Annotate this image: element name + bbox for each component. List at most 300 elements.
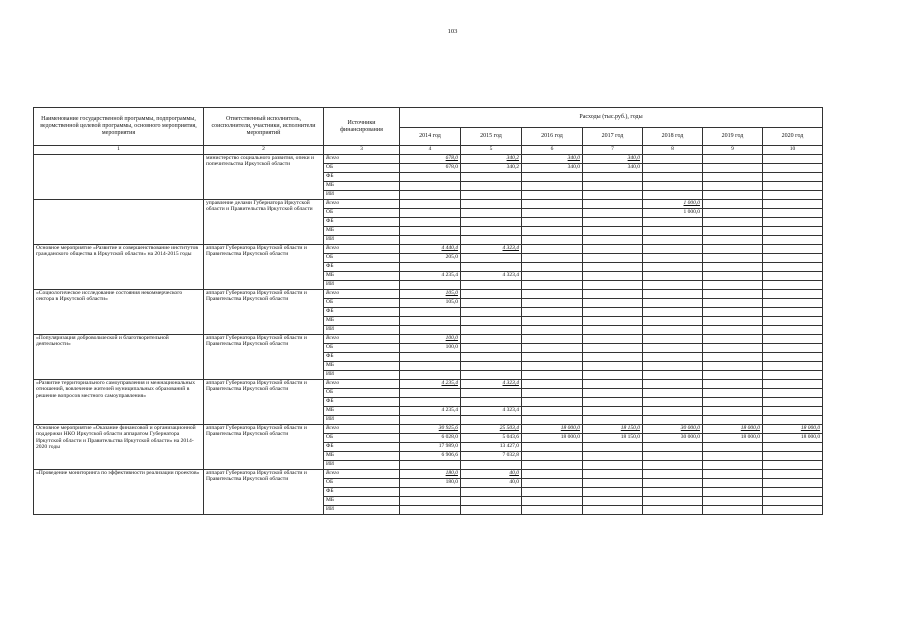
- header-year: 2018 год: [643, 128, 703, 146]
- activity-executor: аппарат Губернатора Иркутской области и Правительства Иркутской области: [204, 380, 324, 425]
- expense-value: 340,2: [461, 155, 522, 164]
- expense-value: [703, 335, 763, 344]
- expense-value: [583, 443, 643, 452]
- expense-value: 25 503,4: [461, 425, 522, 434]
- expense-value: [703, 389, 763, 398]
- funding-source: Всего: [324, 335, 400, 344]
- expense-value: [583, 191, 643, 200]
- expense-value: [703, 317, 763, 326]
- expense-value: [461, 506, 522, 515]
- funding-source: ОБ: [324, 209, 400, 218]
- expense-value: [522, 326, 583, 335]
- expense-value: [763, 479, 823, 488]
- column-number: 10: [763, 146, 823, 155]
- expense-value: [703, 416, 763, 425]
- funding-source: Всего: [324, 290, 400, 299]
- expense-value: [461, 254, 522, 263]
- funding-source: МБ: [324, 272, 400, 281]
- expense-value: [763, 398, 823, 407]
- expense-value: 180,0: [400, 470, 461, 479]
- expense-value: [400, 506, 461, 515]
- funding-source: Всего: [324, 380, 400, 389]
- expense-value: [522, 254, 583, 263]
- expense-value: [583, 173, 643, 182]
- table-row: [34, 425, 823, 434]
- activity-description: [34, 200, 204, 245]
- activity-executor: аппарат Губернатора Иркутской области и Правительства Иркутской области: [204, 245, 324, 290]
- expense-value: [583, 353, 643, 362]
- expense-value: [583, 380, 643, 389]
- expense-value: [763, 335, 823, 344]
- expense-value: [522, 191, 583, 200]
- funding-source: Всего: [324, 470, 400, 479]
- activity-executor: управление делами Губернатора Иркутской области и Правительства Иркутской области: [204, 200, 324, 245]
- expense-value: [763, 173, 823, 182]
- funding-source: ОБ: [324, 389, 400, 398]
- expense-value: [583, 470, 643, 479]
- expense-value: [583, 317, 643, 326]
- expense-value: [461, 335, 522, 344]
- page-number: 103: [447, 28, 458, 35]
- funding-source: ФБ: [324, 398, 400, 407]
- expense-value: [400, 389, 461, 398]
- funding-source: ОБ: [324, 299, 400, 308]
- expense-value: [461, 218, 522, 227]
- expense-value: [522, 218, 583, 227]
- expense-value: [583, 344, 643, 353]
- funding-source: ОБ: [324, 164, 400, 173]
- expense-value: 18 000,0: [522, 425, 583, 434]
- expense-value: [763, 191, 823, 200]
- table-row: [34, 380, 823, 389]
- expense-value: [400, 353, 461, 362]
- expense-value: [583, 308, 643, 317]
- funding-source: МБ: [324, 182, 400, 191]
- expense-value: [461, 344, 522, 353]
- expense-value: [461, 236, 522, 245]
- expense-value: [583, 182, 643, 191]
- expense-value: [522, 281, 583, 290]
- header-year: 2019 год: [703, 128, 763, 146]
- expense-value: [763, 470, 823, 479]
- expense-value: [643, 326, 703, 335]
- expense-value: 30 925,6: [400, 425, 461, 434]
- funding-source: МБ: [324, 317, 400, 326]
- funding-source: ИИ: [324, 236, 400, 245]
- expense-value: [522, 362, 583, 371]
- expense-value: [583, 488, 643, 497]
- expense-value: [461, 488, 522, 497]
- expense-value: 18 000,0: [763, 434, 823, 443]
- expense-value: 4 440,4: [400, 245, 461, 254]
- activity-executor: аппарат Губернатора Иркутской области и Правительства Иркутской области: [204, 335, 324, 380]
- table-row: [34, 155, 823, 164]
- expense-value: 18 000,0: [703, 425, 763, 434]
- expense-value: [643, 470, 703, 479]
- expense-value: [643, 488, 703, 497]
- expense-value: [583, 389, 643, 398]
- expense-value: [400, 398, 461, 407]
- expense-value: [643, 443, 703, 452]
- expense-value: [703, 353, 763, 362]
- expense-value: [461, 263, 522, 272]
- header-year: 2017 год: [583, 128, 643, 146]
- expense-value: 30 000,0: [643, 434, 703, 443]
- expense-value: [643, 155, 703, 164]
- expense-value: [763, 182, 823, 191]
- expense-value: [583, 362, 643, 371]
- expense-value: [763, 254, 823, 263]
- expense-value: [763, 290, 823, 299]
- expense-value: [643, 479, 703, 488]
- expense-value: [643, 452, 703, 461]
- expense-value: [522, 245, 583, 254]
- expense-value: 678,0: [400, 155, 461, 164]
- expense-value: 40,0: [461, 470, 522, 479]
- expense-value: [522, 470, 583, 479]
- funding-source: ФБ: [324, 443, 400, 452]
- header-executor: Ответственный исполнитель, соисполнители, участники, исполнители мероприятий: [204, 108, 324, 146]
- activity-description: [34, 155, 204, 200]
- expense-value: [643, 236, 703, 245]
- expense-value: [522, 209, 583, 218]
- table-row: [34, 470, 823, 479]
- expense-value: [461, 461, 522, 470]
- expense-value: [522, 479, 583, 488]
- expense-value: [763, 263, 823, 272]
- funding-source: ИИ: [324, 461, 400, 470]
- expense-value: 7 032,8: [461, 452, 522, 461]
- expense-value: [703, 488, 763, 497]
- expense-value: [703, 443, 763, 452]
- expense-value: [703, 470, 763, 479]
- expense-value: [643, 362, 703, 371]
- expense-value: 678,0: [400, 164, 461, 173]
- expense-value: [400, 236, 461, 245]
- expense-value: [643, 191, 703, 200]
- expense-value: [583, 326, 643, 335]
- funding-source: ФБ: [324, 173, 400, 182]
- expense-value: 340,0: [583, 155, 643, 164]
- expense-value: [763, 362, 823, 371]
- expense-value: [703, 164, 763, 173]
- header-program-name: Наименование государственной программы, подпрограммы, ведомственной целевой программы, основного мероприятия, мероприятия: [34, 108, 204, 146]
- expense-value: [643, 389, 703, 398]
- column-numbers-row: [34, 146, 823, 155]
- expense-value: [583, 461, 643, 470]
- expense-value: [763, 353, 823, 362]
- expense-value: [522, 344, 583, 353]
- expense-value: [643, 218, 703, 227]
- expense-value: [643, 308, 703, 317]
- expense-value: [461, 398, 522, 407]
- column-number: 2: [204, 146, 324, 155]
- expense-value: [400, 281, 461, 290]
- expense-value: [763, 371, 823, 380]
- expense-value: [400, 200, 461, 209]
- expense-value: [763, 344, 823, 353]
- column-number: 7: [583, 146, 643, 155]
- expense-value: 4 323,4: [461, 380, 522, 389]
- expense-value: [703, 173, 763, 182]
- expense-value: [400, 371, 461, 380]
- funding-source: ИИ: [324, 191, 400, 200]
- expense-value: [583, 497, 643, 506]
- expense-value: [703, 227, 763, 236]
- funding-source: Всего: [324, 155, 400, 164]
- expense-value: [643, 182, 703, 191]
- expense-value: [522, 182, 583, 191]
- expense-value: [522, 353, 583, 362]
- expense-value: [583, 452, 643, 461]
- expense-value: [461, 353, 522, 362]
- expense-value: 18 150,0: [583, 434, 643, 443]
- activity-description: «Проведение мониторинга по эффективности реализации проектов»: [34, 470, 204, 515]
- column-number: 1: [34, 146, 204, 155]
- expense-value: [643, 461, 703, 470]
- expense-value: [583, 371, 643, 380]
- expense-value: [583, 209, 643, 218]
- expense-value: [703, 155, 763, 164]
- expense-value: [763, 209, 823, 218]
- expense-value: 4 235,4: [400, 380, 461, 389]
- funding-source: ОБ: [324, 344, 400, 353]
- activity-description: «Популяризация добровольческой и благотворительной деятельности»: [34, 335, 204, 380]
- expense-value: [461, 281, 522, 290]
- expense-value: [703, 371, 763, 380]
- funding-source: Всего: [324, 200, 400, 209]
- expense-value: [522, 443, 583, 452]
- expense-value: [461, 191, 522, 200]
- expense-value: [522, 371, 583, 380]
- expense-value: [400, 218, 461, 227]
- expense-value: [461, 227, 522, 236]
- expense-value: [461, 182, 522, 191]
- funding-source: МБ: [324, 452, 400, 461]
- expense-value: [461, 173, 522, 182]
- header-year: 2020 год: [763, 128, 823, 146]
- expense-value: [763, 443, 823, 452]
- funding-source: ФБ: [324, 488, 400, 497]
- expense-value: 4 235,4: [400, 272, 461, 281]
- expense-value: [400, 416, 461, 425]
- table-row: [34, 200, 823, 209]
- expense-value: [763, 506, 823, 515]
- expense-value: [400, 317, 461, 326]
- expense-value: [703, 362, 763, 371]
- funding-source: ИИ: [324, 371, 400, 380]
- expense-value: [703, 299, 763, 308]
- expense-value: [763, 407, 823, 416]
- header-expenses: Расходы (тыс.руб.), годы: [400, 108, 823, 128]
- expense-value: [763, 389, 823, 398]
- expense-value: [400, 308, 461, 317]
- expense-value: [643, 335, 703, 344]
- expense-value: [583, 245, 643, 254]
- expense-value: 340,0: [522, 164, 583, 173]
- expense-value: [400, 209, 461, 218]
- expense-value: [400, 263, 461, 272]
- expense-value: [583, 407, 643, 416]
- expense-value: [763, 308, 823, 317]
- activity-description: «Развитие территориального самоуправления и межнациональных отношений, вовлечение жителей муниципальных образований в решение вопросов местного самоуправления»: [34, 380, 204, 425]
- expense-value: [643, 416, 703, 425]
- expense-value: [400, 326, 461, 335]
- expense-value: [461, 209, 522, 218]
- expense-value: [400, 182, 461, 191]
- expense-value: [522, 389, 583, 398]
- expense-value: [583, 398, 643, 407]
- expense-value: [703, 236, 763, 245]
- expense-value: 340,0: [522, 155, 583, 164]
- funding-source: ИИ: [324, 326, 400, 335]
- funding-source: ОБ: [324, 434, 400, 443]
- expense-value: [583, 290, 643, 299]
- expense-value: [522, 506, 583, 515]
- expense-value: 4 323,4: [461, 272, 522, 281]
- expense-value: [583, 254, 643, 263]
- column-number: 6: [522, 146, 583, 155]
- column-number: 5: [461, 146, 522, 155]
- funding-source: МБ: [324, 227, 400, 236]
- activity-executor: аппарат Губернатора Иркутской области и Правительства Иркутской области: [204, 425, 324, 470]
- expense-value: [522, 452, 583, 461]
- expense-value: [400, 191, 461, 200]
- expense-value: [522, 497, 583, 506]
- expense-value: [643, 497, 703, 506]
- expense-value: [643, 353, 703, 362]
- expense-value: [461, 299, 522, 308]
- expense-value: [643, 227, 703, 236]
- expense-value: [703, 308, 763, 317]
- expense-value: [400, 488, 461, 497]
- expense-value: [643, 398, 703, 407]
- expense-value: [583, 506, 643, 515]
- expense-value: [643, 371, 703, 380]
- expense-value: [522, 299, 583, 308]
- header-year: 2015 год: [461, 128, 522, 146]
- expense-value: [400, 362, 461, 371]
- expense-value: [461, 326, 522, 335]
- expense-value: [643, 245, 703, 254]
- table-row: [34, 290, 823, 299]
- expense-value: 340,0: [583, 164, 643, 173]
- expense-value: [643, 263, 703, 272]
- funding-source: ОБ: [324, 479, 400, 488]
- expense-value: 6 906,6: [400, 452, 461, 461]
- expense-value: [461, 389, 522, 398]
- expense-value: [522, 416, 583, 425]
- expense-value: [763, 164, 823, 173]
- expense-value: [522, 272, 583, 281]
- expense-value: 4 323,4: [461, 245, 522, 254]
- activity-description: Основное мероприятие «Оказание финансовой и организационной поддержки НКО Иркутской области аппаратом Губернатора Иркутской области и Правительства Иркутской области» на 2014-2020 годы: [34, 425, 204, 470]
- expense-value: [583, 335, 643, 344]
- expense-value: [763, 452, 823, 461]
- expense-value: 100,0: [400, 344, 461, 353]
- expense-value: 4 235,4: [400, 407, 461, 416]
- expense-value: [643, 254, 703, 263]
- expense-value: [643, 173, 703, 182]
- funding-source: ИИ: [324, 281, 400, 290]
- expense-value: [583, 218, 643, 227]
- funding-source: ФБ: [324, 263, 400, 272]
- column-number: 3: [324, 146, 400, 155]
- expense-value: [400, 461, 461, 470]
- header-year: 2016 год: [522, 128, 583, 146]
- expense-value: [583, 299, 643, 308]
- expense-value: [461, 497, 522, 506]
- expense-value: [703, 398, 763, 407]
- expense-value: 100,0: [400, 335, 461, 344]
- funding-source: Всего: [324, 245, 400, 254]
- activity-description: Основное мероприятие «Развитие и совершенствование институтов гражданского общества в Иркутской области» на 2014-2015 годы: [34, 245, 204, 290]
- expense-value: [763, 326, 823, 335]
- funding-source: МБ: [324, 497, 400, 506]
- expense-value: [703, 263, 763, 272]
- expense-value: 18 150,0: [583, 425, 643, 434]
- expense-value: [703, 281, 763, 290]
- expense-value: [583, 272, 643, 281]
- expense-value: [461, 416, 522, 425]
- expense-value: [763, 227, 823, 236]
- expense-value: [703, 326, 763, 335]
- expense-value: [763, 461, 823, 470]
- expense-value: [763, 380, 823, 389]
- expense-value: 40,0: [461, 479, 522, 488]
- expense-value: [703, 290, 763, 299]
- expense-value: 13 427,0: [461, 443, 522, 452]
- column-number: 4: [400, 146, 461, 155]
- expense-value: 180,0: [400, 479, 461, 488]
- expense-value: [763, 488, 823, 497]
- expense-value: [763, 281, 823, 290]
- budget-table: [33, 107, 823, 515]
- expense-value: 340,2: [461, 164, 522, 173]
- funding-source: Всего: [324, 425, 400, 434]
- expense-value: [763, 155, 823, 164]
- expense-value: [703, 452, 763, 461]
- table-body: [34, 155, 823, 515]
- expense-value: [583, 227, 643, 236]
- activity-executor: аппарат Губернатора Иркутской области и Правительства Иркутской области: [204, 290, 324, 335]
- expense-value: [461, 308, 522, 317]
- expense-value: [703, 191, 763, 200]
- expense-value: [703, 407, 763, 416]
- expense-value: 18 000,0: [522, 434, 583, 443]
- expense-value: 1 000,0: [643, 200, 703, 209]
- expense-value: [703, 497, 763, 506]
- expense-value: [703, 245, 763, 254]
- expense-value: [763, 272, 823, 281]
- expense-value: [522, 488, 583, 497]
- funding-source: ИИ: [324, 416, 400, 425]
- expense-value: [703, 209, 763, 218]
- expense-value: [583, 479, 643, 488]
- column-number: 8: [643, 146, 703, 155]
- expense-value: [522, 398, 583, 407]
- expense-value: [583, 416, 643, 425]
- expense-value: [461, 371, 522, 380]
- column-number: 9: [703, 146, 763, 155]
- expense-value: 17 989,0: [400, 443, 461, 452]
- expense-value: [763, 218, 823, 227]
- expense-value: [583, 263, 643, 272]
- expense-value: [522, 335, 583, 344]
- expense-value: [763, 299, 823, 308]
- expense-value: 105,0: [400, 290, 461, 299]
- expense-value: [643, 407, 703, 416]
